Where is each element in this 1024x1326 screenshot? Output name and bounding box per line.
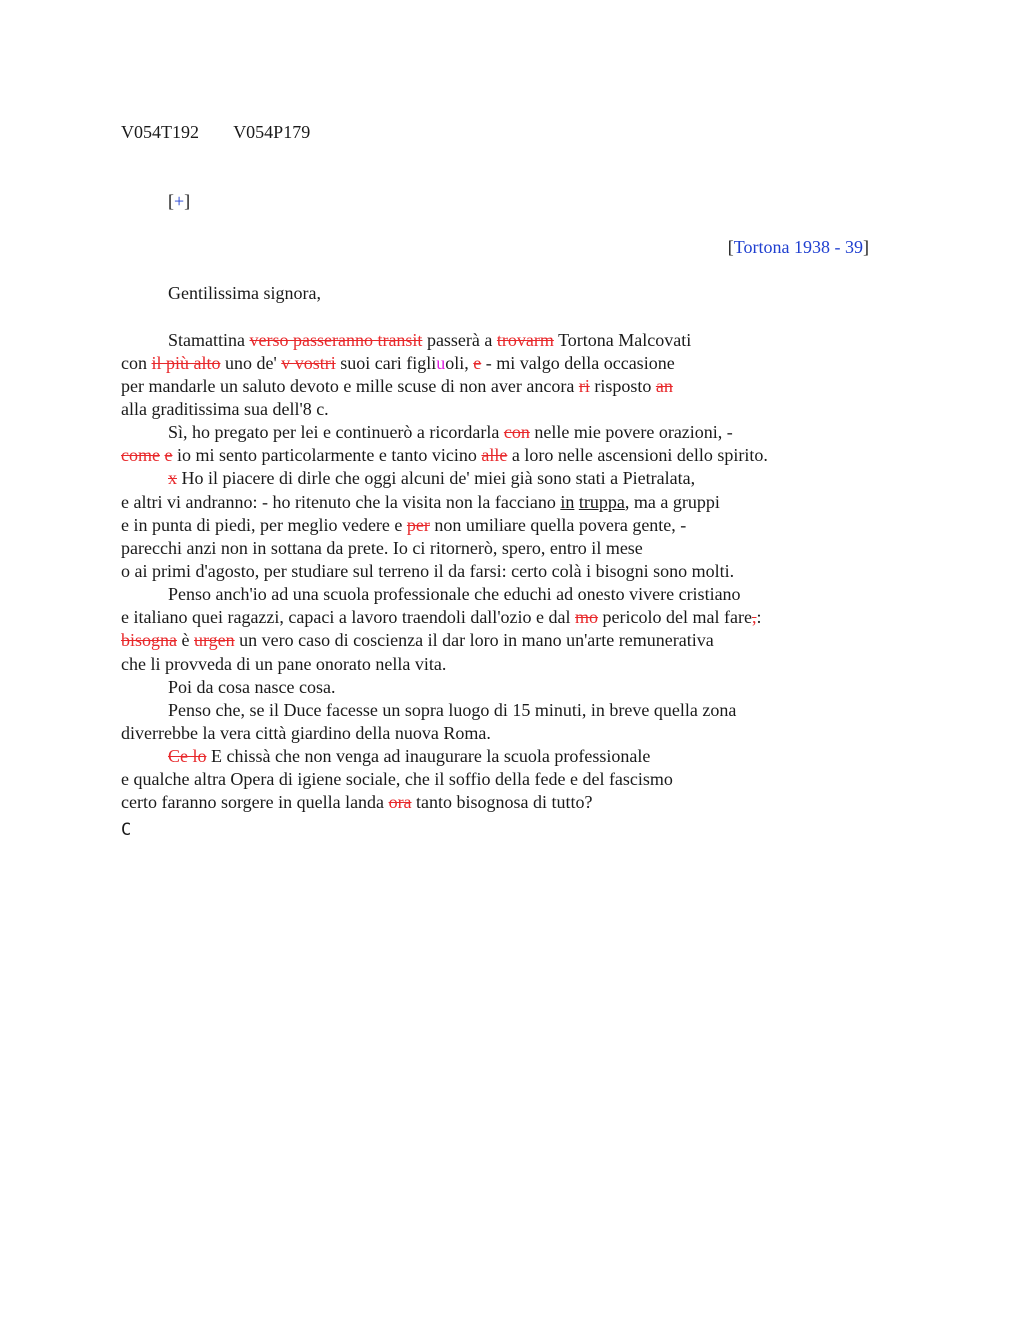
text-line: con il più alto uno de' v vostri suoi cari figliuoli, e - mi valgo della occasione: [121, 353, 675, 373]
deleted-text: come: [121, 445, 160, 465]
place-date-text: Tortona 1938 - 39: [733, 237, 863, 257]
text-line: Ce lo E chissà che non venga ad inaugurare la scuola professionale: [168, 746, 651, 766]
deleted-text: mo: [575, 607, 599, 627]
plus-marker: [+]: [168, 191, 191, 211]
text-line: Penso che, se il Duce facesse un sopra luogo di 15 minuti, in breve quella zona: [168, 700, 737, 720]
text-line: diverrebbe la vera città giardino della nuova Roma.: [121, 723, 491, 743]
text-line: certo faranno sorgere in quella landa ora tanto bisognosa di tutto?: [121, 792, 593, 812]
underlined-text: in: [560, 492, 575, 512]
text-line: Penso anch'io ad una scuola professionale che educhi ad onesto vivere cristiano: [168, 584, 741, 604]
text-line: e qualche altra Opera di igiene sociale, che il soffio della fede e del fascismo: [121, 769, 673, 789]
text-line: che li provveda di un pane onorato nella vita.: [121, 654, 447, 674]
text-line: alla graditissima sua dell'8 c.: [121, 399, 329, 419]
text-line: x Ho il piacere di dirle che oggi alcuni de' miei già sono stati a Pietralata,: [168, 468, 696, 488]
deleted-text: Ce lo: [168, 746, 207, 766]
deleted-text: ri: [578, 376, 590, 396]
deleted-text: urgen: [194, 630, 235, 650]
deleted-text: x: [168, 468, 177, 488]
page-id: V054P179: [233, 122, 311, 142]
deleted-text: trovarm: [496, 330, 554, 350]
deleted-text: alle: [481, 445, 508, 465]
text-line: e altri vi andranno: - ho ritenuto che la visita non la facciano in truppa, ma a gruppi: [121, 492, 720, 512]
deleted-text: e: [473, 353, 482, 373]
deleted-text: verso passeranno transit: [249, 330, 423, 350]
volume-id: V054T192: [121, 122, 199, 142]
place-date: [Tortona 1938 - 39]: [727, 237, 869, 257]
text-line: e in punta di piedi, per meglio vedere e per non umiliare quella povera gente, -: [121, 515, 687, 535]
salutation: Gentilissima signora,: [168, 283, 321, 303]
text-line: parecchi anzi non in sottana da prete. Io ci ritornerò, spero, entro il mese: [121, 538, 643, 558]
text-line: Poi da cosa nasce cosa.: [168, 677, 336, 697]
text-line: e italiano quei ragazzi, capaci a lavoro traendoli dall'ozio e dal mo pericolo del mal fare,:: [121, 607, 762, 627]
footer-mark: C: [121, 820, 132, 840]
document-ids: [121, 121, 340, 144]
deleted-text: an: [655, 376, 673, 396]
deleted-text: con: [503, 422, 530, 442]
deleted-text: ora: [388, 792, 412, 812]
underlined-text: truppa: [578, 492, 625, 512]
deleted-text: v vostri: [281, 353, 336, 373]
deleted-text: ,: [751, 607, 757, 627]
text-line: bisogna è urgen un vero caso di coscienza il dar loro in mano un'arte remunerativa: [121, 630, 714, 650]
text-line: per mandarle un saluto devoto e mille scuse di non aver ancora ri risposto an: [121, 376, 673, 396]
plus-link[interactable]: +: [174, 191, 185, 211]
text-line: o ai primi d'agosto, per studiare sul terreno il da farsi: certo colà i bisogni sono molti.: [121, 561, 735, 581]
text-line: Sì, ho pregato per lei e continuerò a ricordarla con nelle mie povere orazioni, -: [168, 422, 733, 442]
deleted-text: e: [164, 445, 173, 465]
text-line: come e io mi sento particolarmente e tanto vicino alle a loro nelle ascensioni dello spirito.: [121, 445, 768, 465]
inserted-text: u: [436, 353, 446, 373]
deleted-text: per: [406, 515, 430, 535]
deleted-text: bisogna: [121, 630, 177, 650]
deleted-text: il più alto: [151, 353, 221, 373]
text-line: Stamattina verso passeranno transit passerà a trovarm Tortona Malcovati: [168, 330, 692, 350]
